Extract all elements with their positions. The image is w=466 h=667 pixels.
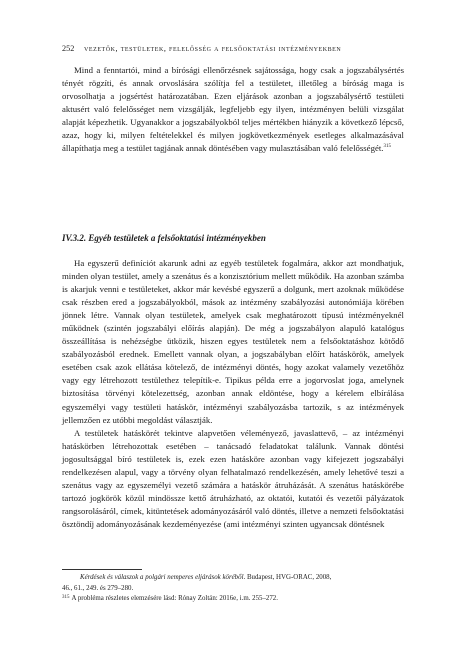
section-heading: IV.3.2. Egyéb testületek a felsőoktatási intézményekben [62, 233, 266, 243]
footnote-314-continuation: 46., 61., 249. és 279–280. [62, 584, 134, 592]
footnote-number: 315 [62, 595, 70, 600]
page-number: 252 [62, 44, 75, 53]
footnote-reference[interactable]: 315 [383, 143, 391, 149]
body-paragraph: Mind a fenntartói, mind a bírósági ellenőrzésnek sajátossága, hogy csak a jogszabálysértés tényét rögzíti, és annak orvoslására szólítja fel a testületet, illetőleg a bíróság maga is orvosolhatja a jogsértést határozatában. Ezen eljárások azonban a jogszabálysértő testületi aktusért való felelősséget nem vizsgálják, legfeljebb egy ilyen, intézményen belüli vizsgálat alapját képezhetik. Ugyanakkor a jogszabályokból teljes mértékben hiányzik a következő lépcső, azaz, hogy ki, milyen feltételekkel és milyen jogkövetkezmények esetleges alkalmazásával állapíthatja meg a testület tagjának annak döntésében vagy mulasztásában való felelősségét.$^{315}$ [62, 65, 404, 154]
footnote-315: $^{315}$ A probléma részletes elemzésére lásd: Rónay Zoltán: 2016e, i.m. 255–272. [62, 595, 278, 602]
footnotes [62, 573, 404, 606]
body-paragraph: Ha egyszerű definíciót akarunk adni az egyéb testületek fogalmára, akkor azt mondhatjuk, minden olyan testület, amely a szenátus és a konzisztórium mellett működik. Ha azonban számba is akarjuk venni e testületeket, akkor már kevésbé egyszerű a dolgunk, mert azoknak működése csak részben ered a jogszabályokból, mások az intézmény szabályozási autonómiája körében jönnek létre. Vannak olyan testületek, amelyek csak meghatározott típusú intézményeknél működnek (szintén jogszabályi előírás alapján). De még a jogszabályon alapuló katalógus összeállítása is nehézségbe ütközik, hiszen egyes testületek nem a felsőoktatáshoz kötődő szabályozásból erednek. Emellett vannak olyan, a jogszabályban előírt hatáskörök, amelyek esetében csak azok ellátása kötelező, de intézményi döntés, hogy azokat valamely vezetőhöz vagy egy létrehozott testülethez telepítik-e. Tipikus példa erre a jogorvoslat joga, amelynek biztosítása törvényi kötelezettség, azonban annak eldöntése, hogy a kérelem elbírálása egyszemélyi vagy testületi hatáskör, intézményi szabályozásba tartozik, s az intézmények jellemzően ez utóbbi megoldást választják. [62, 258, 404, 425]
footnote-divider [62, 569, 142, 570]
intro-block [62, 64, 404, 155]
running-head-title: vezetők, testületek, felelősség a felsőoktatási intézményekben [84, 44, 342, 53]
body-paragraph: A testületek hatáskörét tekintve alapvetően véleményező, javaslattevő, – az intézményi hatáskörben létrehozottak esetében – tanácsadó feladatokat találunk. Vannak döntési jogosultsággal bíró testületek is, ezek ezen hatásköre azonban vagy kifejezett jogszabályi rendelkezésen alapul, vagy a törvény olyan felhatalmazó rendelkezésén, amely lehetővé teszi a szenátus vagy az egyszemélyi vezető számára a hatáskör átruházását. A szenátus hatáskörébe tartozó jogkörök közül mindössze kettő átruházható, az oktatói, kutatói és vezetői pályázatok rangsorolásáról, címek, kitüntetések adományozásáról való döntés, illetve a nemzeti felsőoktatási ösztöndíj adományozásának kezdeményezése (ami intézményi szinten ugyancsak döntésnek [62, 427, 404, 529]
footnote-314: Kérdések és válaszok a polgári nemperes eljárások köréből. Budapest, HVG-ORAC, 2008, [80, 574, 332, 581]
section-body [62, 257, 404, 531]
running-head [62, 44, 404, 54]
